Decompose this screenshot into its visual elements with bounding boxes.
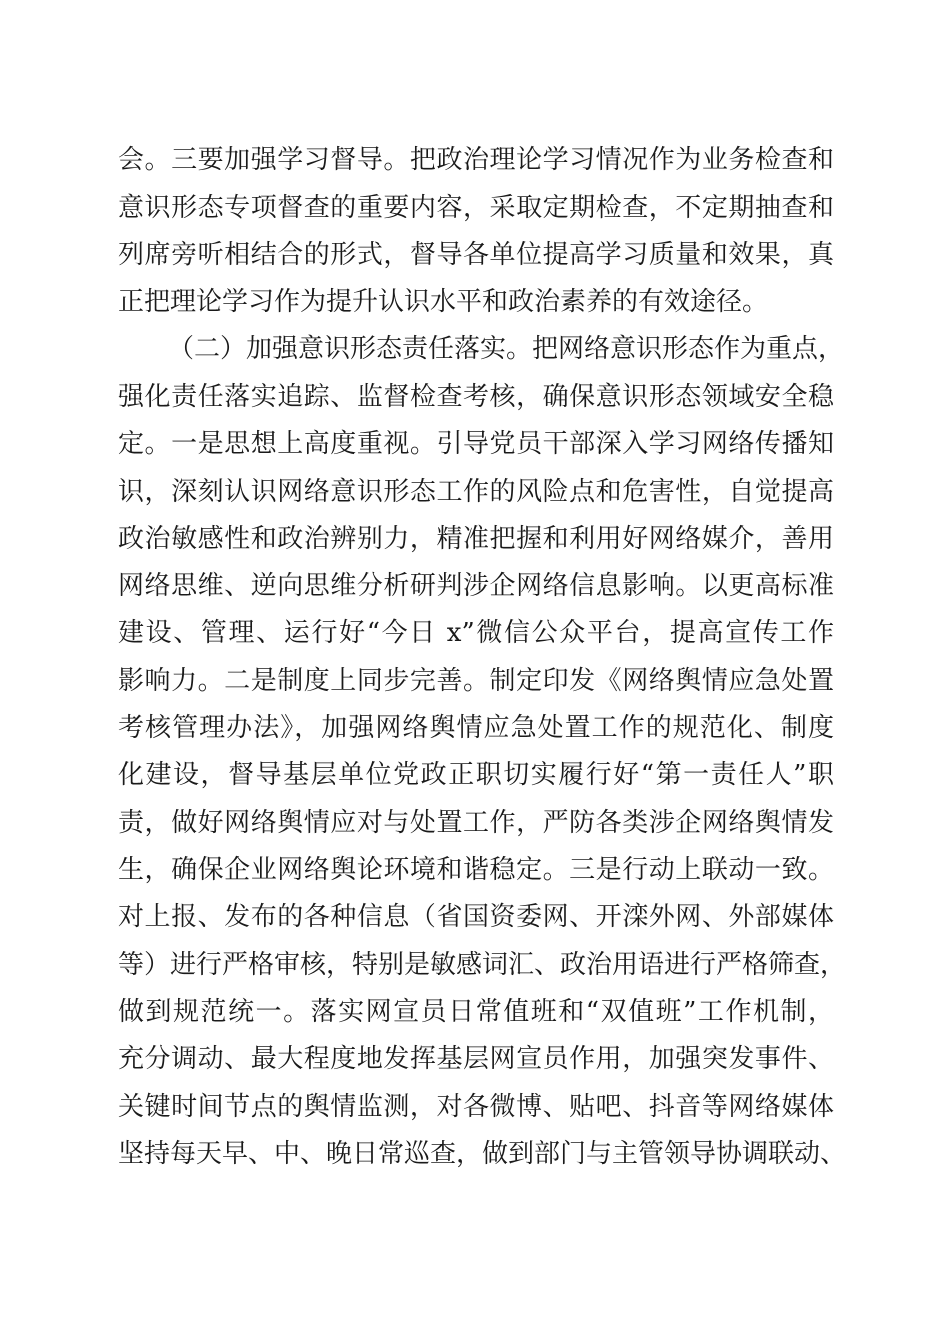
text-line-14: 化建设，督导基层单位党政正职切实履行好“第一责任人”职 (118, 760, 834, 790)
text-line-8: 识，深刻认识网络意识形态工作的风险点和危害性，自觉提高 (118, 477, 834, 507)
text-line-6: 强化责任落实追踪、监督检查考核，确保意识形态领域安全稳 (118, 382, 834, 412)
text-line-4: 正把理论学习作为提升认识水平和政治素养的有效途径。 (118, 287, 769, 317)
text-line-9: 政治敏感性和政治辨别力，精准把握和利用好网络媒介，善用 (118, 524, 834, 554)
text-line-13: 考核管理办法》，加强网络舆情应急处置工作的规范化、制度 (118, 713, 834, 743)
text-line-16: 生，确保企业网络舆论环境和谐稳定。三是行动上联动一致。 (118, 855, 834, 885)
text-line-21: 关键时间节点的舆情监测，对各微博、贴吧、抖音等网络媒体 (118, 1092, 834, 1122)
text-line-7: 定。一是思想上高度重视。引导党员干部深入学习网络传播知 (118, 429, 834, 459)
text-line-1: 会。三要加强学习督导。把政治理论学习情况作为业务检查和 (118, 145, 834, 175)
text-line-19: 做到规范统一。落实网宣员日常值班和“双值班”工作机制， (118, 997, 834, 1027)
text-line-3: 列席旁听相结合的形式，督导各单位提高学习质量和效果，真 (118, 240, 834, 270)
text-line-17: 对上报、发布的各种信息（省国资委网、开滦外网、外部媒体 (118, 902, 834, 932)
text-line-2: 意识形态专项督查的重要内容，采取定期检查，不定期抽查和 (118, 193, 834, 223)
text-line-20: 充分调动、最大程度地发挥基层网宣员作用，加强突发事件、 (118, 1044, 834, 1074)
text-line-22: 坚持每天早、中、晚日常巡查，做到部门与主管领导协调联动、 (118, 1139, 847, 1169)
text-line-15: 责，做好网络舆情应对与处置工作，严防各类涉企网络舆情发 (118, 808, 834, 838)
text-line-12: 影响力。二是制度上同步完善。制定印发《网络舆情应急处置 (118, 666, 834, 696)
section-heading-line: （二）加强意识形态责任落实。把网络意识形态作为重点， (168, 334, 845, 364)
text-line-18: 等）进行严格审核，特别是敏感词汇、政治用语进行严格筛查， (118, 950, 847, 980)
text-line-11: 建设、管理、运行好“今日 x”微信公众平台，提高宣传工作 (118, 618, 834, 648)
text-line-10: 网络思维、逆向思维分析研判涉企网络信息影响。以更高标准 (118, 571, 834, 601)
